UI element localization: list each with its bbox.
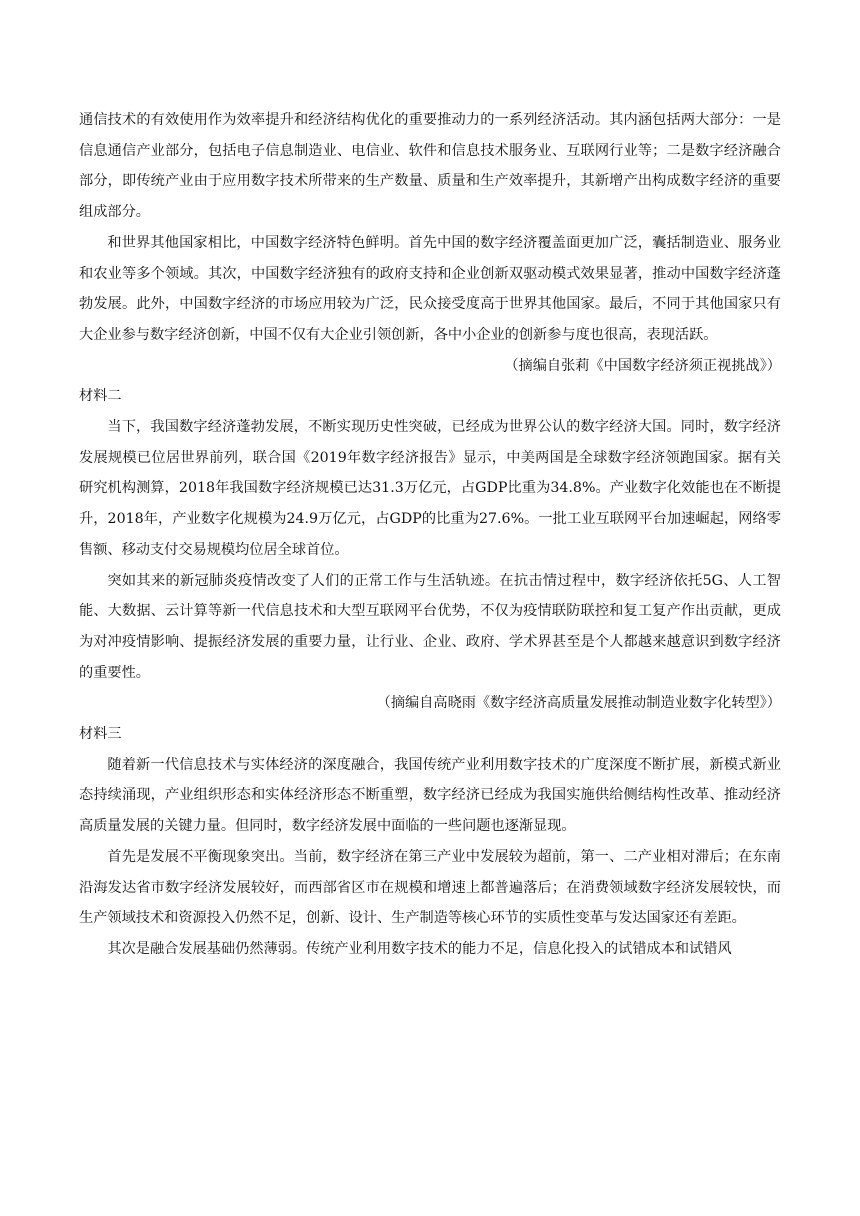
paragraph-china-characteristics: 和世界其他国家相比，中国数字经济特色鲜明。首先中国的数字经济覆盖面更加广泛，囊括制造业、服务业和农业等多个领域。其次，中国数字经济独有的政府支持和企业创新双驱动模式效果显著，推动中国数字经济蓬勃发展。此外，中国数字经济的市场应用较为广泛，民众接受度高于世界其他国家。最后，不同于其他国家只有大企业参与数字经济创新，中国不仅有大企业引领创新，各中小企业的创新参与度也很高，表现活跃。 [79,234,781,343]
material-two-heading: 材料二 [79,388,122,405]
source-citation-2: （摘编自高晓雨《数字经济高质量发展推动制造业数字化转型》） [376,695,781,712]
paragraph-digital-economy-definition: 通信技术的有效使用作为效率提升和经济结构优化的重要推动力的一系列经济活动。其内涵包括两大部分：一是信息通信产业部分，包括电子信息制造业、电信业、软件和信息技术服务业、互联网行业等；二是数字经济融合部分，即传统产业由于应用数字技术所带来的生产数量、质量和生产效率提升，其新增产出构成数字经济的重要组成部分。 [79,112,781,221]
material-three-heading: 材料三 [79,726,122,743]
paragraph-imbalance: 首先是发展不平衡现象突出。当前，数字经济在第三产业中发展较为超前，第一、二产业相对滞后；在东南沿海发达省市数字经济发展较好，而西部省区市在规模和增速上都普遍落后；在消费领域数字经济发展较快，而生产领域技术和资源投入仍然不足，创新、设计、生产制造等核心环节的实质性变革与发达国家还有差距。 [79,848,781,927]
paragraph-integration: 随着新一代信息技术与实体经济的深度融合，我国传统产业利用数字技术的广度深度不断扩展，新模式新业态持续涌现，产业组织形态和实体经济形态不断重塑，数字经济已经成为我国实施供给侧结构性改革、推动经济高质量发展的关键力量。但同时，数字经济发展中面临的一些问题也逐渐显现。 [79,756,781,835]
paragraph-digital-economy-scale: 当下，我国数字经济蓬勃发展，不断实现历史性突破，已经成为世界公认的数字经济大国。同时，数字经济发展规模已位居世界前列，联合国《2019年数字经济报告》显示，中美两国是全球数字经济领跑国家。据有关研究机构测算，2018年我国数字经济规模已达31.3万亿元，占GDP比重为34.8%。产业数字化效能也在不断提升，2018年，产业数字化规模为24.9万亿元，占GDP的比重为27.6%。一批工业互联网平台加速崛起，网络零售额、移动支付交易规模均位居全球首位。 [79,419,781,558]
source-citation-1: （摘编自张莉《中国数字经济须正视挑战》） [504,357,781,374]
paragraph-weak-foundation: 其次是融合发展基础仍然薄弱。传统产业利用数字技术的能力不足，信息化投入的试错成本和试错风 [107,940,732,957]
paragraph-pandemic-impact: 突如其来的新冠肺炎疫情改变了人们的正常工作与生活轨迹。在抗击情过程中，数字经济依托5G、人工智能、大数据、云计算等新一代信息技术和大型互联网平台优势，不仅为疫情联防联控和复工复产作出贡献，更成为对冲疫情影响、提振经济发展的重要力量，让行业、企业、政府、学术界甚至是个人都越来越意识到数字经济的重要性。 [79,572,781,681]
